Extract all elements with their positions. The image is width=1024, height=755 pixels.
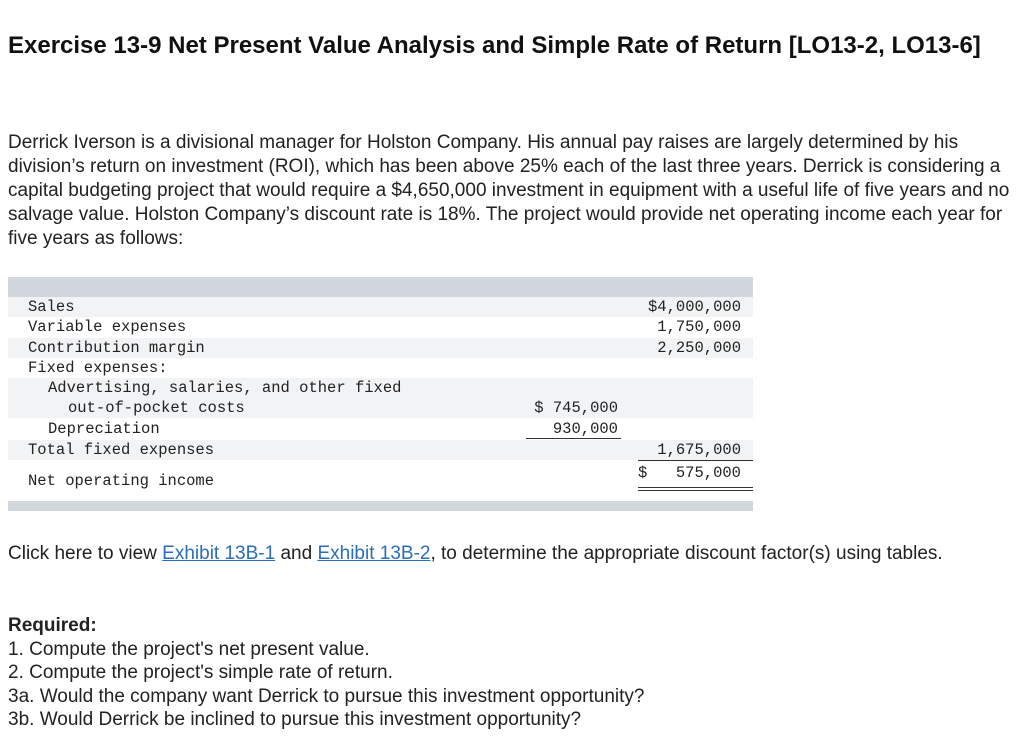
row-total: 575,000 <box>675 464 741 482</box>
link-paragraph-prefix: Click here to view <box>8 543 163 564</box>
row-total: 1,675,000 <box>657 441 741 459</box>
row-label: Contribution margin <box>28 339 205 357</box>
required-section <box>8 614 1013 732</box>
required-item-1: 1. Compute the project's net present value. <box>8 638 370 660</box>
double-underline-top <box>638 487 753 488</box>
link-paragraph-middle: and <box>275 543 318 564</box>
table-row-depreciation <box>8 419 753 439</box>
table-footer-band <box>8 501 753 511</box>
row-amount: 930,000 <box>552 420 618 438</box>
table-row-sales <box>8 297 753 317</box>
table-row-contribution-margin <box>8 338 753 358</box>
table-row-advertising <box>8 378 753 398</box>
row-label: Variable expenses <box>28 318 187 336</box>
exhibit-13b-2-link[interactable]: Exhibit 13B-2 <box>317 543 431 564</box>
page-title: Exercise 13-9 Net Present Value Analysis and Simple Rate of Return [LO13-2, LO13-6] <box>8 32 981 59</box>
income-statement-table <box>8 277 753 512</box>
exhibit-link-paragraph <box>8 542 1013 566</box>
underline <box>638 460 753 461</box>
exhibit-13b-1-link[interactable]: Exhibit 13B-1 <box>162 543 276 564</box>
table-row-net-operating-income <box>8 464 753 490</box>
row-amount: $ 745,000 <box>534 399 618 417</box>
row-label: Net operating income <box>28 472 215 490</box>
row-label: Total fixed expenses <box>28 441 215 459</box>
required-list <box>8 638 1013 732</box>
row-label: Depreciation <box>48 420 160 438</box>
required-item-3a: 3a. Would the company want Derrick to pursue this investment opportunity? <box>8 685 645 707</box>
underline <box>526 438 621 439</box>
currency-sign: $ <box>638 464 648 482</box>
intro-paragraph: Derrick Iverson is a divisional manager for Holston Company. His annual pay raises are largely determined by his division’s return on investment (ROI), which has been above 25% each of the last three years. Derrick is considering a capital budgeting project that would require a $4,650,000 investment in equipment with a useful life of five years and no salvage value. Holston Company’s discount rate is 18%. The project would provide net operating income each year for five years as follows: <box>8 132 1010 249</box>
required-heading: Required: <box>8 615 97 636</box>
table-row-variable-expenses <box>8 317 753 337</box>
table-row-total-fixed <box>8 440 753 460</box>
row-label: Fixed expenses: <box>28 359 168 377</box>
double-underline-bottom <box>638 490 753 491</box>
required-item-3b: 3b. Would Derrick be inclined to pursue this investment opportunity? <box>8 709 582 730</box>
table-row-fixed-expenses-header <box>8 358 753 378</box>
link-paragraph-suffix: , to determine the appropriate discount factor(s) using tables. <box>430 543 943 564</box>
row-label: Advertising, salaries, and other fixed <box>48 379 402 397</box>
row-total: 1,750,000 <box>657 318 741 336</box>
row-total: 2,250,000 <box>657 339 741 357</box>
row-label: Sales <box>28 298 75 316</box>
table-header-band <box>8 277 753 297</box>
required-item-2: 2. Compute the project's simple rate of return. <box>8 662 393 683</box>
table-row-advertising-cont <box>8 398 753 418</box>
row-label: out-of-pocket costs <box>68 399 245 417</box>
row-total: $4,000,000 <box>647 298 741 316</box>
